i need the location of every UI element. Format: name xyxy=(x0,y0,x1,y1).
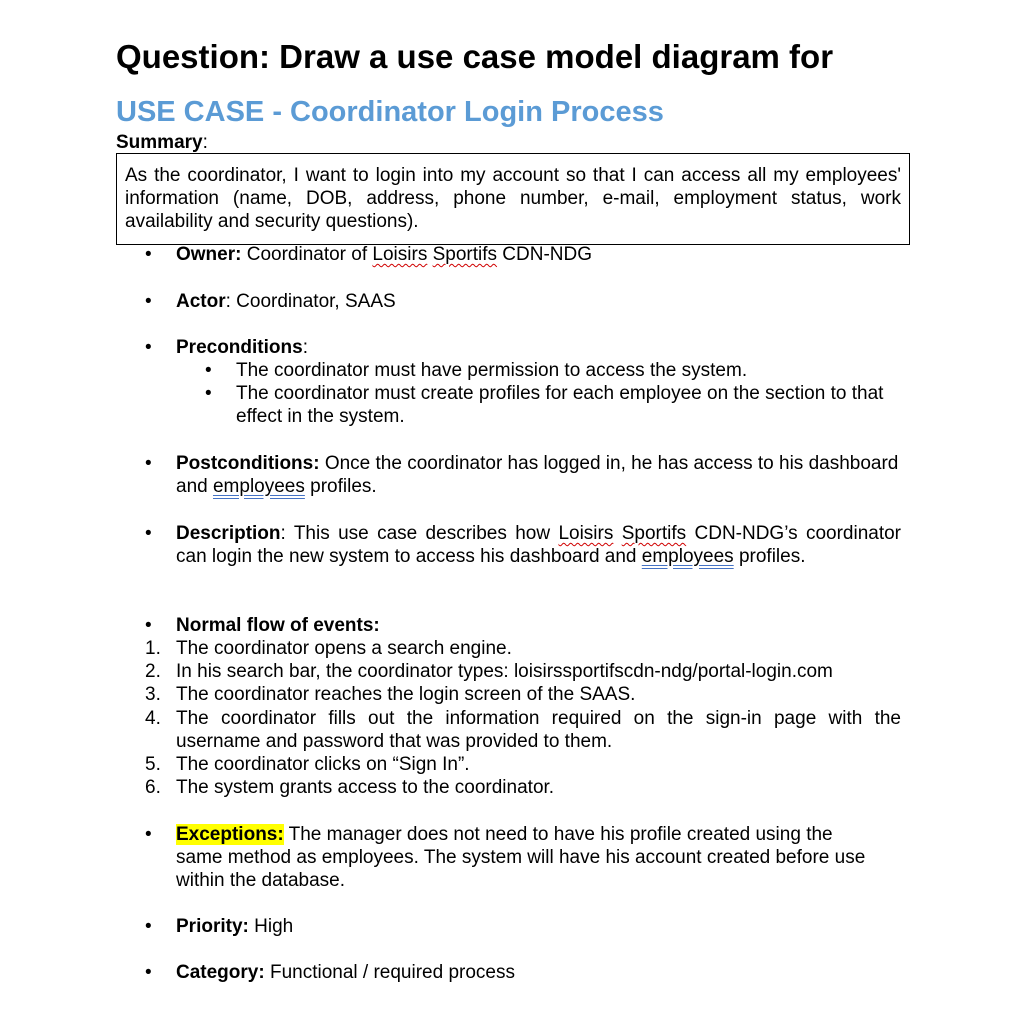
preconditions-heading xyxy=(176,336,901,359)
step-number: 5. xyxy=(145,754,161,775)
step-number: 4. xyxy=(145,708,161,729)
category-text xyxy=(176,961,901,984)
actor-text xyxy=(176,290,901,313)
step-text: The coordinator clicks on “Sign In”. xyxy=(176,754,470,775)
postconditions-text xyxy=(176,452,901,498)
summary-label xyxy=(116,131,208,154)
postconditions-underlined: employees xyxy=(212,476,305,497)
postconditions-body: Once the coordinator has logged in, he has access to his dashboard and xyxy=(176,453,899,497)
bullet-icon: • xyxy=(145,337,152,358)
postconditions-label: Postconditions: xyxy=(176,453,320,474)
sub-bullet-icon: • xyxy=(205,383,212,404)
bullet-icon: • xyxy=(145,244,152,265)
step-text: The coordinator fills out the information required on the sign-in page with the username and password that was provided to them. xyxy=(176,708,901,752)
category-value: Functional / required process xyxy=(264,962,515,983)
actor-value: : Coordinator, SAAS xyxy=(225,291,396,312)
preconditions-colon: : xyxy=(302,337,308,358)
normal-flow-heading xyxy=(176,614,901,637)
description-underlined: employees xyxy=(641,546,734,567)
step-text: The coordinator opens a search engine. xyxy=(176,638,512,659)
bullet-icon: • xyxy=(145,453,152,474)
category-label: Category: xyxy=(176,962,265,983)
step-text: In his search bar, the coordinator types: loisirssportifscdn-ndg/portal-login.com xyxy=(176,661,833,682)
owner-prefix: Coordinator of xyxy=(241,244,373,265)
owner-text xyxy=(176,243,901,266)
exceptions-text xyxy=(176,823,876,892)
step-number: 1. xyxy=(145,638,161,659)
priority-text xyxy=(176,915,901,938)
sub-bullet-icon: • xyxy=(205,360,212,381)
postconditions-tail: profiles. xyxy=(304,476,377,497)
owner-word-loisirs: Loisirs xyxy=(372,244,428,265)
description-word-loisirs: Loisirs xyxy=(558,523,614,544)
step-number: 2. xyxy=(145,661,161,682)
bullet-icon: • xyxy=(145,916,152,937)
priority-value: High xyxy=(248,916,294,937)
bullet-icon: • xyxy=(145,824,152,845)
owner-word-sportifs: Sportifs xyxy=(432,244,498,265)
precondition-text: The coordinator must have permission to access the system. xyxy=(236,360,748,381)
owner-suffix: CDN-NDG xyxy=(497,244,593,265)
description-label: Description xyxy=(176,523,281,544)
exceptions-label: Exceptions: xyxy=(176,824,284,845)
precondition-text: The coordinator must create profiles for each employee on the section to that effect in the system. xyxy=(236,383,884,427)
step-text: The coordinator reaches the login screen of the SAAS. xyxy=(176,684,636,705)
exceptions-body: The manager does not need to have his profile created using the same method as employees. The system will have his account created before use within the database. xyxy=(176,824,866,891)
description-text xyxy=(176,522,901,568)
step-number: 6. xyxy=(145,777,161,798)
summary-colon: : xyxy=(202,132,208,153)
summary-label-text: Summary xyxy=(116,132,203,153)
question-heading: Question: Draw a use case model diagram for xyxy=(116,38,834,75)
step-number: 3. xyxy=(145,684,161,705)
preconditions-label: Preconditions xyxy=(176,337,303,358)
description-body: : This use case describes how xyxy=(280,523,559,544)
bullet-icon: • xyxy=(145,291,152,312)
use-case-title: USE CASE - Coordinator Login Process xyxy=(116,96,664,128)
description-body-mid: CDN-NDG’s coordinator can login the new system to access his dashboard and xyxy=(176,523,901,567)
bullet-icon: • xyxy=(145,962,152,983)
bullet-icon: • xyxy=(145,615,152,636)
step-text: The system grants access to the coordinator. xyxy=(176,777,555,798)
normal-flow-label: Normal flow of events: xyxy=(176,615,380,636)
bullet-icon: • xyxy=(145,523,152,544)
priority-label: Priority: xyxy=(176,916,249,937)
owner-label: Owner: xyxy=(176,244,242,265)
description-tail: profiles. xyxy=(733,546,806,567)
summary-box: As the coordinator, I want to login into my account so that I can access all my employees' information (name, DOB, address, phone number, e-mail, employment status, work availability and security questions). xyxy=(116,153,910,245)
description-word-sportifs: Sportifs xyxy=(621,523,687,544)
actor-label: Actor xyxy=(176,291,226,312)
